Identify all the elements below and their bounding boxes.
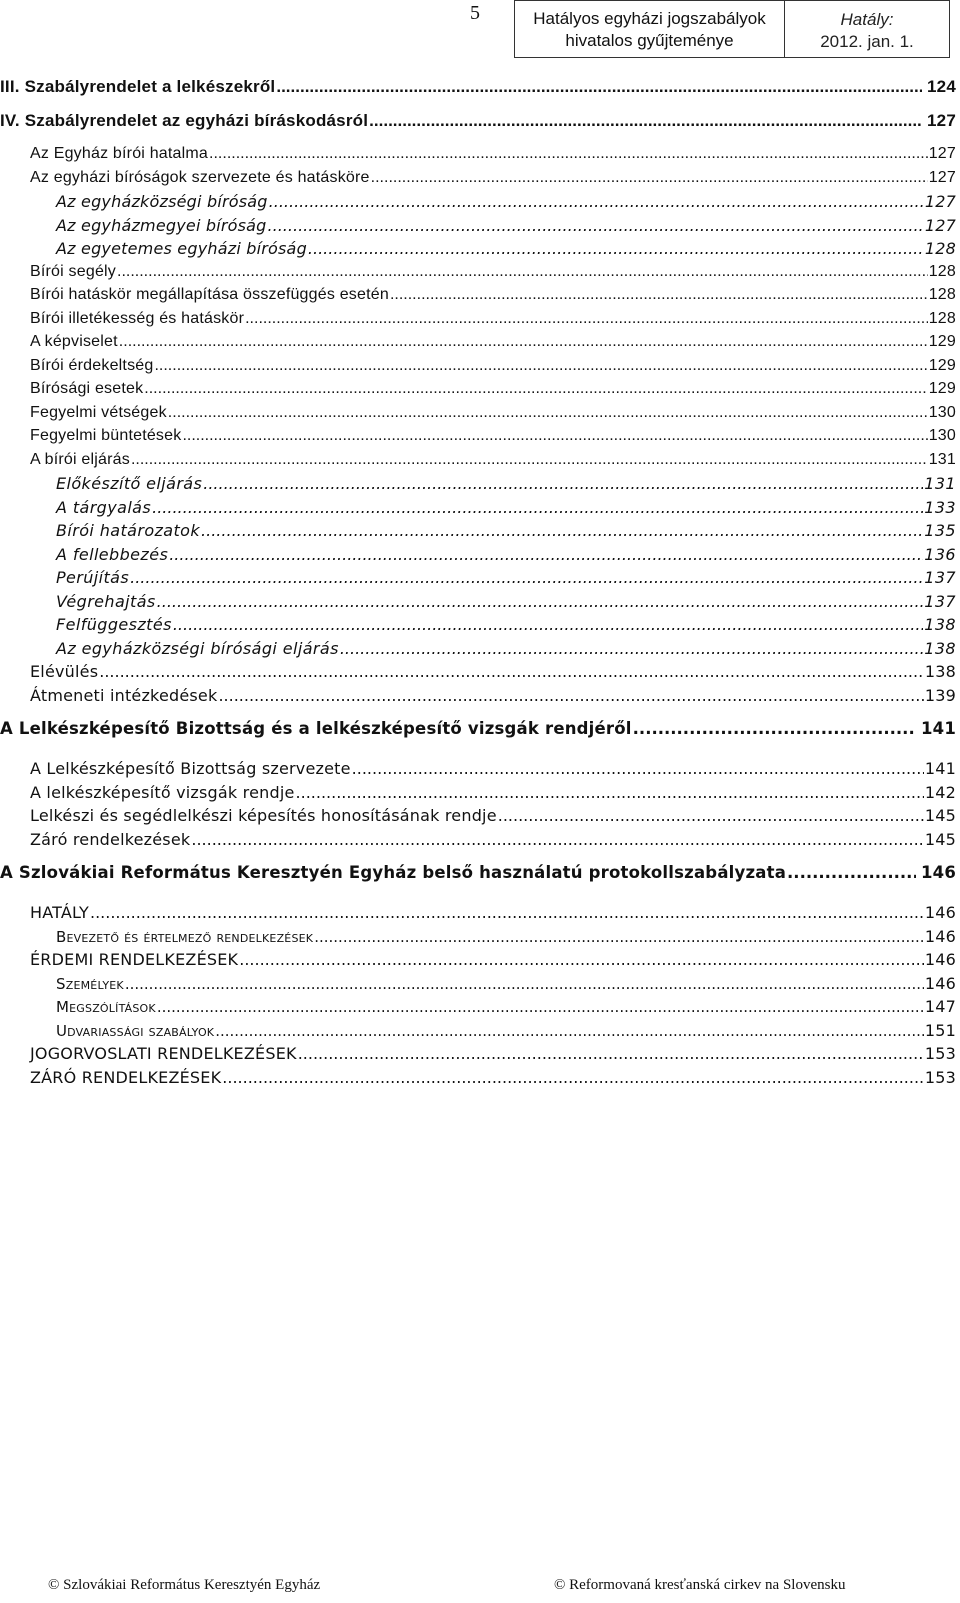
toc-entry-page: 127	[924, 215, 956, 235]
toc-entry-title: Lelkészi és segédlelkészi képesítés honosításának rendje	[30, 806, 497, 825]
toc-entry-page: 151	[924, 1020, 956, 1040]
toc-entry-page: 131	[924, 474, 956, 493]
toc-entry[interactable]	[30, 498, 956, 522]
toc-dot-leader	[173, 615, 923, 634]
toc-dot-leader	[182, 427, 927, 445]
toc-entry[interactable]	[30, 639, 956, 663]
toc-dot-leader	[215, 1022, 924, 1040]
toc-dot-leader	[340, 639, 923, 658]
toc-entry[interactable]	[30, 216, 956, 240]
toc-entry-page: 142	[924, 782, 956, 802]
toc-dot-leader	[352, 759, 924, 778]
toc-entry[interactable]	[30, 1044, 956, 1068]
toc-dot-leader	[144, 380, 927, 398]
toc-entry-title: Személyek	[56, 974, 124, 993]
toc-entry-title: A Lelkészképesítő Bizottság és a lelkészképesítő vizsgák rendjéről	[0, 719, 632, 738]
toc-entry-title: Udvariassági szabályok	[56, 1021, 215, 1040]
toc-entry[interactable]	[30, 759, 956, 783]
toc-entry-title: A lelkészképesítő vizsgák rendje	[30, 782, 295, 802]
toc-dot-leader	[169, 545, 923, 564]
toc-dot-leader	[209, 145, 928, 163]
toc-dot-leader	[276, 77, 922, 97]
toc-entry-title: A Szlovákiai Református Keresztyén Egyház belső használatú protokollszabályzata	[0, 863, 787, 882]
toc-entry[interactable]	[0, 719, 956, 755]
toc-entry-page: 129	[928, 333, 956, 350]
toc-entry[interactable]	[30, 1068, 956, 1092]
footer-copyright-sk: © Reformovaná kresťanská cirkev na Slovensku	[554, 1577, 846, 1593]
toc-entry-title: Megszólítások	[56, 998, 156, 1016]
toc-entry-page: 145	[924, 829, 956, 849]
toc-entry-title: Az Egyház bírói hatalma	[30, 145, 209, 162]
toc-entry-title: Végrehajtás	[56, 591, 156, 611]
toc-entry[interactable]	[30, 927, 956, 951]
toc-entry-page: 147	[924, 997, 956, 1016]
toc-dot-leader	[201, 521, 923, 540]
toc-entry-title: A fellebbezés	[56, 544, 169, 564]
toc-entry-title: Bírósági esetek	[30, 380, 144, 397]
toc-entry-title: Bírói érdekeltség	[30, 356, 154, 374]
collection-title-line2: hivatalos gyűjteménye	[565, 31, 734, 50]
toc-entry-title: Perújítás	[56, 568, 130, 587]
toc-entry[interactable]	[30, 169, 956, 193]
toc-dot-leader	[787, 863, 916, 882]
table-of-contents	[0, 77, 956, 1091]
toc-entry-page: 146	[924, 926, 956, 946]
toc-entry-title: Bírói illetékesség és hatáskör	[30, 309, 245, 327]
toc-dot-leader	[154, 357, 927, 375]
toc-dot-leader	[390, 286, 928, 304]
toc-entry-title: Felfüggesztés	[56, 615, 172, 634]
toc-entry[interactable]	[30, 404, 956, 428]
toc-entry[interactable]	[30, 568, 956, 592]
toc-dot-leader	[245, 310, 928, 328]
toc-entry-title: III. Szabályrendelet a lelkészekről	[0, 77, 276, 96]
toc-dot-leader	[125, 975, 924, 993]
toc-entry-page: 127	[927, 111, 956, 130]
toc-entry[interactable]	[0, 863, 956, 899]
toc-dot-leader	[203, 474, 923, 493]
toc-entry[interactable]	[30, 1021, 956, 1045]
effective-date: 2012. jan. 1.	[820, 32, 914, 51]
toc-entry-page: 153	[924, 1044, 956, 1063]
toc-entry[interactable]	[30, 286, 956, 310]
toc-entry[interactable]	[30, 545, 956, 569]
toc-entry[interactable]	[30, 474, 956, 498]
toc-dot-leader	[371, 169, 928, 187]
toc-entry-title: Bevezető és értelmező rendelkezések	[56, 927, 314, 946]
toc-entry-title: Az egyházközségi bírósági eljárás	[56, 638, 339, 658]
toc-entry[interactable]	[30, 333, 956, 357]
toc-entry-page: 153	[924, 1067, 956, 1087]
footer-copyright-hu: © Szlovákiai Református Keresztyén Egyház	[48, 1577, 321, 1593]
toc-dot-leader	[99, 662, 924, 681]
toc-entry-page: 128	[928, 309, 956, 327]
toc-entry-page: 128	[924, 239, 956, 258]
toc-entry-page: 124	[927, 77, 956, 96]
toc-entry-page: 129	[928, 356, 956, 374]
toc-entry-title: A Lelkészképesítő Bizottság szervezete	[30, 759, 351, 778]
toc-entry-page: 145	[924, 806, 956, 825]
toc-dot-leader	[296, 783, 924, 802]
toc-entry[interactable]	[30, 239, 956, 263]
toc-entry[interactable]	[30, 521, 956, 545]
toc-entry-title: Fegyelmi vétségek	[30, 403, 167, 421]
toc-entry-title: A bírói eljárás	[30, 450, 130, 468]
toc-entry-page: 146	[924, 950, 956, 969]
toc-entry-title: Záró rendelkezések	[30, 829, 191, 849]
toc-entry-title: Átmeneti intézkedések	[30, 685, 218, 705]
toc-entry-title: Előkészítő eljárás	[56, 474, 203, 493]
toc-entry-page: 137	[924, 591, 956, 611]
toc-entry-title: JOGORVOSLATI RENDELKEZÉSEK	[30, 1044, 297, 1063]
toc-entry[interactable]	[0, 77, 956, 111]
toc-entry-title: Bírói hatáskör megállapítása összefüggés esetén	[30, 286, 389, 303]
toc-entry[interactable]	[30, 615, 956, 639]
toc-entry-title: Az egyetemes egyházi bíróság	[56, 239, 307, 258]
toc-entry-title: Elévülés	[30, 662, 99, 681]
toc-entry-page: 130	[928, 403, 956, 421]
toc-dot-leader	[218, 686, 923, 705]
toc-entry[interactable]	[30, 192, 956, 216]
toc-entry-page: 137	[924, 568, 956, 587]
toc-entry-title: A képviselet	[30, 333, 118, 350]
toc-entry[interactable]	[30, 310, 956, 334]
page-number: 5	[470, 2, 480, 24]
toc-dot-leader	[298, 1044, 924, 1063]
toc-entry-page: 136	[924, 544, 956, 564]
toc-entry[interactable]	[30, 427, 956, 451]
toc-entry-page: 127	[928, 145, 956, 162]
document-header	[514, 0, 950, 58]
toc-entry[interactable]	[30, 830, 956, 854]
effective-date-box	[785, 1, 949, 57]
toc-entry[interactable]	[30, 997, 956, 1021]
toc-entry[interactable]	[30, 357, 956, 381]
toc-entry[interactable]	[30, 145, 956, 169]
toc-entry-title: Bírói határozatok	[56, 521, 201, 540]
toc-entry-title: A tárgyalás	[56, 497, 152, 517]
toc-dot-leader	[191, 830, 924, 849]
toc-entry[interactable]	[30, 451, 956, 475]
toc-dot-leader	[239, 950, 924, 969]
toc-entry-page: 139	[924, 685, 956, 705]
toc-dot-leader	[157, 592, 924, 611]
toc-dot-leader	[131, 451, 928, 469]
toc-entry[interactable]	[30, 903, 956, 927]
toc-entry-page: 133	[924, 497, 956, 517]
toc-dot-leader	[269, 192, 924, 211]
toc-entry-title: ÉRDEMI RENDELKEZÉSEK	[30, 950, 239, 969]
toc-entry-title: Az egyházközségi bíróság	[56, 192, 268, 211]
toc-entry[interactable]	[30, 783, 956, 807]
toc-entry-page: 130	[928, 427, 956, 444]
toc-entry-title: Az egyházi bíróságok szervezete és hatásköre	[30, 168, 370, 186]
toc-dot-leader	[168, 404, 928, 422]
toc-dot-leader	[633, 719, 916, 738]
toc-entry-title: Bírói segély	[30, 262, 116, 280]
toc-entry-title: Az egyházmegyei bíróság	[56, 215, 267, 235]
toc-dot-leader	[498, 806, 924, 825]
toc-entry-title: IV. Szabályrendelet az egyházi bíráskodásról	[0, 111, 369, 130]
toc-entry-page: 141	[920, 719, 956, 738]
toc-dot-leader	[314, 928, 924, 946]
toc-entry[interactable]	[30, 662, 956, 686]
toc-entry-page: 131	[928, 450, 956, 468]
toc-entry-title: HATÁLY	[30, 903, 89, 922]
toc-entry[interactable]	[30, 974, 956, 998]
collection-title-line1: Hatályos egyházi jogszabályok	[533, 9, 766, 28]
toc-dot-leader	[152, 498, 923, 517]
toc-entry[interactable]	[30, 263, 956, 287]
toc-entry-page: 146	[924, 973, 956, 993]
toc-dot-leader	[369, 111, 922, 131]
toc-entry-page: 127	[928, 168, 956, 186]
toc-entry-title: Fegyelmi büntetések	[30, 427, 182, 444]
toc-entry-title: ZÁRÓ RENDELKEZÉSEK	[30, 1067, 222, 1087]
toc-entry-page: 128	[928, 262, 956, 280]
toc-entry-page: 146	[920, 863, 956, 882]
toc-dot-leader	[157, 998, 924, 1016]
toc-entry[interactable]	[30, 380, 956, 404]
toc-entry[interactable]	[30, 950, 956, 974]
toc-dot-leader	[119, 333, 928, 351]
toc-dot-leader	[117, 263, 928, 281]
effective-label: Hatály:	[840, 10, 894, 29]
toc-entry-page: 127	[924, 192, 956, 211]
toc-entry-page: 135	[924, 521, 956, 540]
toc-dot-leader	[130, 568, 923, 587]
toc-dot-leader	[222, 1068, 924, 1087]
toc-entry-page: 138	[924, 638, 956, 658]
toc-entry-page: 129	[928, 380, 956, 397]
toc-entry-page: 146	[924, 903, 956, 922]
toc-entry[interactable]	[30, 686, 956, 710]
toc-entry-page: 141	[924, 759, 956, 778]
toc-entry-page: 128	[928, 286, 956, 303]
toc-entry[interactable]	[0, 111, 956, 145]
toc-entry-page: 138	[924, 662, 956, 681]
toc-entry-page: 138	[924, 615, 956, 634]
toc-dot-leader	[308, 239, 924, 258]
toc-dot-leader	[268, 216, 924, 235]
page-footer	[0, 1573, 960, 1597]
toc-entry[interactable]	[30, 806, 956, 830]
toc-entry[interactable]	[30, 592, 956, 616]
collection-title	[515, 1, 785, 57]
toc-dot-leader	[90, 903, 924, 922]
